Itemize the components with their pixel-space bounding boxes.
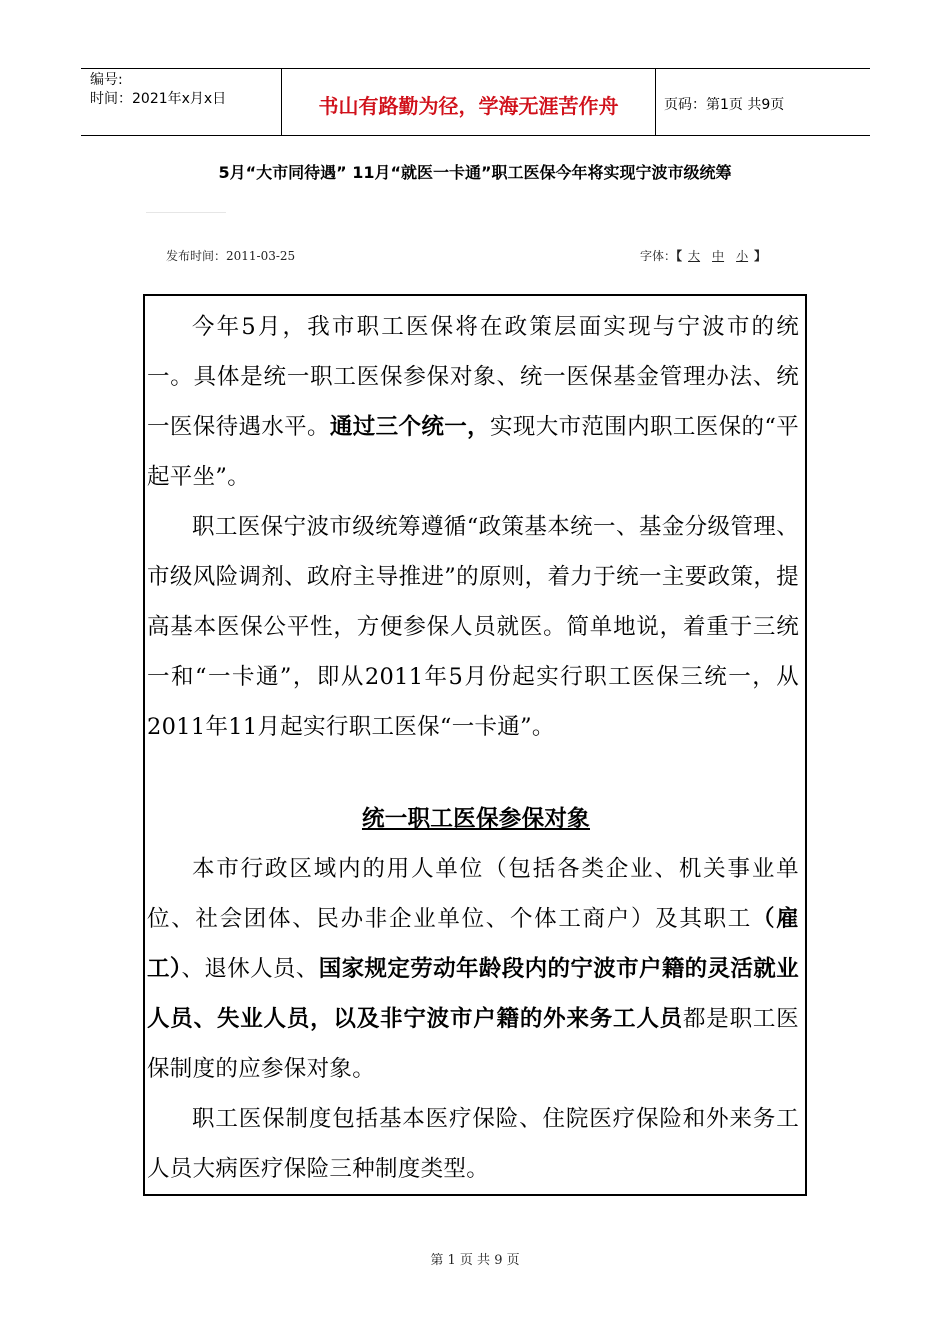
document-header — [81, 68, 870, 136]
number-label: 编号: — [90, 72, 123, 88]
paragraph-1-bold: 通过三个统一， — [329, 414, 490, 440]
paragraph-2: 职工医保宁波市级统筹遵循“政策基本统一、基金分级管理、市级风险调剂、政府主导推进”的原则，着力于统一主要政策，提高基本医保公平性，方便参保人员就医。简单地说，着重于三统一和“一卡通”，即从2011年5月份起实行职工医保三统一，从2011年11月起实行职工医保“一卡通”。 — [147, 514, 799, 740]
paragraph-3-text-b: 、退休人员、 — [181, 956, 319, 982]
bracket-open: 【 — [676, 249, 683, 263]
paragraph-1 — [147, 302, 799, 502]
header-page-code: 页码：第1页 共9页 — [664, 97, 785, 113]
paragraph-3-text-a: 本市行政区域内的用人单位（包括各类企业、机关事业单位、社会团体、民办非企业单位、个体工商户）及其职工 — [147, 856, 799, 932]
date-label: 时间：2021年x月x日 — [90, 91, 227, 107]
font-size-large-link[interactable]: 大 — [688, 249, 701, 263]
header-meta-cell — [81, 69, 282, 135]
paragraph-3-bold-2: 国家规定劳动年龄段内的宁波市户籍的灵活就业人员、失业人员，以及非宁波市户籍的外来务工人员 — [147, 956, 799, 1032]
section-heading: 统一职工医保参保对象 — [361, 806, 590, 832]
paragraph-3-bold-1: （雇工） — [147, 906, 799, 982]
font-size-medium-link[interactable]: 中 — [712, 249, 725, 263]
article-title: 5月“大市同待遇” 11月“就医一卡通”职工医保今年将实现宁波市级统筹 — [218, 163, 732, 182]
bracket-close: 】 — [754, 249, 767, 263]
paragraph-gap — [147, 752, 805, 794]
paragraph-3 — [147, 844, 799, 1094]
font-size-selector — [640, 247, 766, 264]
paragraph-1-text-b: 实现大市范围内职工医保的“平起平坐”。 — [147, 414, 799, 490]
font-size-small-link[interactable]: 小 — [736, 249, 749, 263]
title-divider — [146, 212, 226, 213]
font-size-label: 字体： — [640, 249, 677, 263]
publish-time: 发布时间：2011-03-25 — [166, 249, 296, 263]
page-footer: 第 1 页 共 9 页 — [430, 1253, 520, 1268]
article-body — [143, 294, 807, 1196]
header-motto: 书山有路勤为径，学海无涯苦作舟 — [282, 69, 656, 135]
paragraph-1-text-a: 今年5月，我市职工医保将在政策层面实现与宁波市的统一。具体是统一职工医保参保对象、统一医保基金管理办法、统一医保待遇水平。 — [147, 314, 799, 440]
paragraph-4: 职工医保制度包括基本医疗保险、住院医疗保险和外来务工人员大病医疗保险三种制度类型。 — [147, 1106, 799, 1182]
paragraph-3-text-c: 都是职工医保制度的应参保对象。 — [147, 1006, 799, 1082]
